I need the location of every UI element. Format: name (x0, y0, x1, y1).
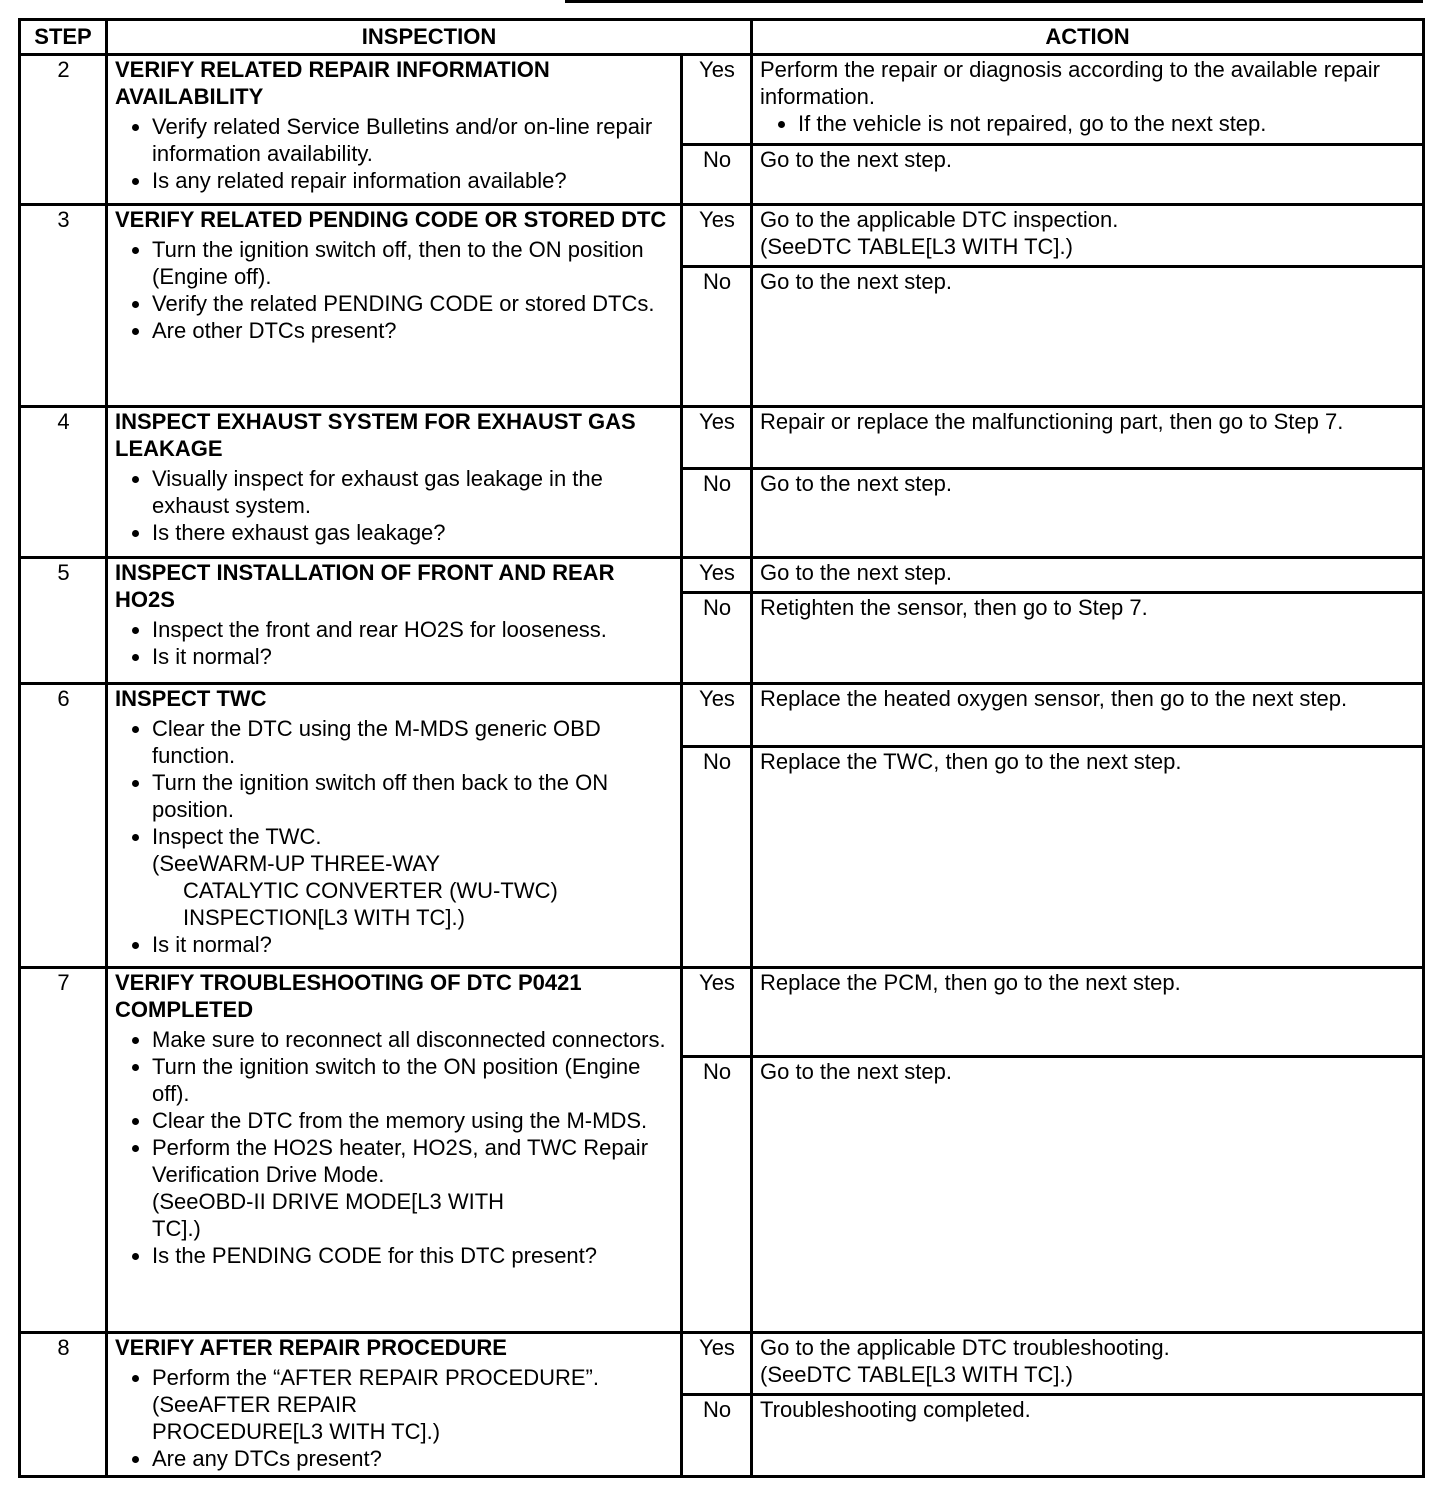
bullet: • Verify the related PENDING CODE or stored DTCs. (152, 290, 674, 317)
bullet: • Clear the DTC from the memory using the M-MDS. (152, 1107, 674, 1134)
bullet: • Make sure to reconnect all disconnected connectors. (152, 1026, 674, 1053)
bullet: • Is it normal? (152, 931, 674, 958)
bullet: • Is any related repair information available? (152, 167, 674, 194)
bullet (152, 1364, 674, 1445)
inspection-cell (107, 407, 682, 558)
bullet: • Visually inspect for exhaust gas leakage in the exhaust system. (152, 465, 674, 519)
yes-label: Yes (682, 968, 752, 1057)
bullet: • Turn the ignition switch off, then to the ON position (Engine off). (152, 236, 674, 290)
header-step: STEP (20, 20, 107, 55)
no-action: Go to the next step. (752, 267, 1424, 407)
inspection-cell (107, 55, 682, 205)
inspection-cell (107, 1333, 682, 1477)
inspection-bullets (115, 1364, 674, 1472)
inspection-bullets (115, 715, 674, 958)
inspection-title: INSPECT INSTALLATION OF FRONT AND REAR HO2S (115, 560, 615, 612)
no-label: No (682, 267, 752, 407)
yes-label: Yes (682, 684, 752, 747)
bullet: • Are any DTCs present? (152, 1445, 674, 1472)
step-8-yes-row (20, 1333, 1424, 1395)
no-action: Replace the TWC, then go to the next step. (752, 747, 1424, 968)
action-text: Perform the repair or diagnosis according to the available repair information. (760, 57, 1380, 109)
inspection-bullets (115, 616, 674, 670)
inspection-bullets (115, 1026, 674, 1269)
inspection-bullets (115, 113, 674, 194)
step-number: 8 (20, 1333, 107, 1477)
bullet: • Is there exhaust gas leakage? (152, 519, 674, 546)
step-2-yes-row (20, 55, 1424, 145)
bullet (152, 823, 674, 931)
bullet: • Turn the ignition switch off then back to the ON position. (152, 769, 674, 823)
bullet: • Clear the DTC using the M-MDS generic OBD function. (152, 715, 674, 769)
step-number: 7 (20, 968, 107, 1333)
yes-label: Yes (682, 558, 752, 593)
bullet: • Is the PENDING CODE for this DTC present? (152, 1242, 674, 1269)
bullet (152, 1134, 674, 1242)
bullet-text: Perform the “AFTER REPAIR PROCEDURE”. (152, 1365, 599, 1390)
inspection-title: INSPECT TWC (115, 686, 267, 711)
step-3-yes-row (20, 205, 1424, 267)
bullet: • Are other DTCs present? (152, 317, 674, 344)
step-5-yes-row (20, 558, 1424, 593)
reference-link[interactable]: (SeeDTC TABLE[L3 WITH TC].) (760, 1362, 1073, 1387)
step-number: 5 (20, 558, 107, 684)
bullet: • Turn the ignition switch to the ON position (Engine off). (152, 1053, 674, 1107)
reference-link[interactable]: (SeeOBD-II DRIVE MODE[L3 WITH TC].) (152, 1189, 505, 1241)
inspection-title: VERIFY AFTER REPAIR PROCEDURE (115, 1335, 507, 1360)
top-rule (565, 0, 1423, 3)
header-action: ACTION (752, 20, 1424, 55)
yes-label: Yes (682, 205, 752, 267)
reference-link[interactable]: (SeeAFTER REPAIR PROCEDURE[L3 WITH TC].) (152, 1392, 441, 1444)
header-row (20, 20, 1424, 55)
yes-action: Repair or replace the malfunctioning part, then go to Step 7. (752, 407, 1424, 469)
step-4-yes-row (20, 407, 1424, 469)
no-label: No (682, 593, 752, 684)
yes-label: Yes (682, 407, 752, 469)
step-number: 4 (20, 407, 107, 558)
inspection-bullets (115, 236, 674, 344)
step-6-yes-row (20, 684, 1424, 747)
no-action: Go to the next step. (752, 469, 1424, 558)
bullet-text: Perform the HO2S heater, HO2S, and TWC Repair Verification Drive Mode. (152, 1135, 649, 1187)
step-number: 2 (20, 55, 107, 205)
no-action: Troubleshooting completed. (752, 1395, 1424, 1477)
bullet: • Inspect the front and rear HO2S for looseness. (152, 616, 674, 643)
yes-label: Yes (682, 1333, 752, 1395)
no-action: Retighten the sensor, then go to Step 7. (752, 593, 1424, 684)
action-bullets (760, 110, 1416, 137)
diagnostic-procedure-table (18, 18, 1425, 1478)
step-number: 3 (20, 205, 107, 407)
bullet-text: Inspect the TWC. (152, 824, 322, 849)
no-label: No (682, 1395, 752, 1477)
inspection-cell (107, 968, 682, 1333)
reference-link[interactable]: (SeeDTC TABLE[L3 WITH TC].) (760, 234, 1073, 259)
no-action: Go to the next step. (752, 1057, 1424, 1333)
inspection-bullets (115, 465, 674, 546)
inspection-title: INSPECT EXHAUST SYSTEM FOR EXHAUST GAS LEAKAGE (115, 409, 636, 461)
no-label: No (682, 145, 752, 205)
yes-label: Yes (682, 55, 752, 145)
bullet: • If the vehicle is not repaired, go to the next step. (798, 110, 1416, 137)
yes-action: Replace the heated oxygen sensor, then go to the next step. (752, 684, 1424, 747)
action-text: Go to the applicable DTC troubleshooting. (760, 1335, 1170, 1360)
yes-action: Replace the PCM, then go to the next step. (752, 968, 1424, 1057)
inspection-title: VERIFY TROUBLESHOOTING OF DTC P0421 COMPLETED (115, 970, 582, 1022)
yes-action (752, 205, 1424, 267)
reference-link[interactable]: (SeeWARM-UP THREE-WAY CATALYTIC CONVERTER (WU-TWC) INSPECTION[L3 WITH TC].) (152, 851, 558, 930)
action-text: Go to the applicable DTC inspection. (760, 207, 1119, 232)
no-label: No (682, 469, 752, 558)
inspection-title: VERIFY RELATED REPAIR INFORMATION AVAILABILITY (115, 57, 550, 109)
bullet: • Is it normal? (152, 643, 674, 670)
no-label: No (682, 1057, 752, 1333)
yes-action (752, 1333, 1424, 1395)
yes-action (752, 55, 1424, 145)
no-action: Go to the next step. (752, 145, 1424, 205)
inspection-cell (107, 205, 682, 407)
bullet: • Verify related Service Bulletins and/or on-line repair information availability. (152, 113, 674, 167)
inspection-cell (107, 684, 682, 968)
step-7-yes-row (20, 968, 1424, 1057)
yes-action: Go to the next step. (752, 558, 1424, 593)
step-number: 6 (20, 684, 107, 968)
no-label: No (682, 747, 752, 968)
inspection-cell (107, 558, 682, 684)
header-inspection: INSPECTION (107, 20, 752, 55)
inspection-title: VERIFY RELATED PENDING CODE OR STORED DTC (115, 207, 667, 232)
